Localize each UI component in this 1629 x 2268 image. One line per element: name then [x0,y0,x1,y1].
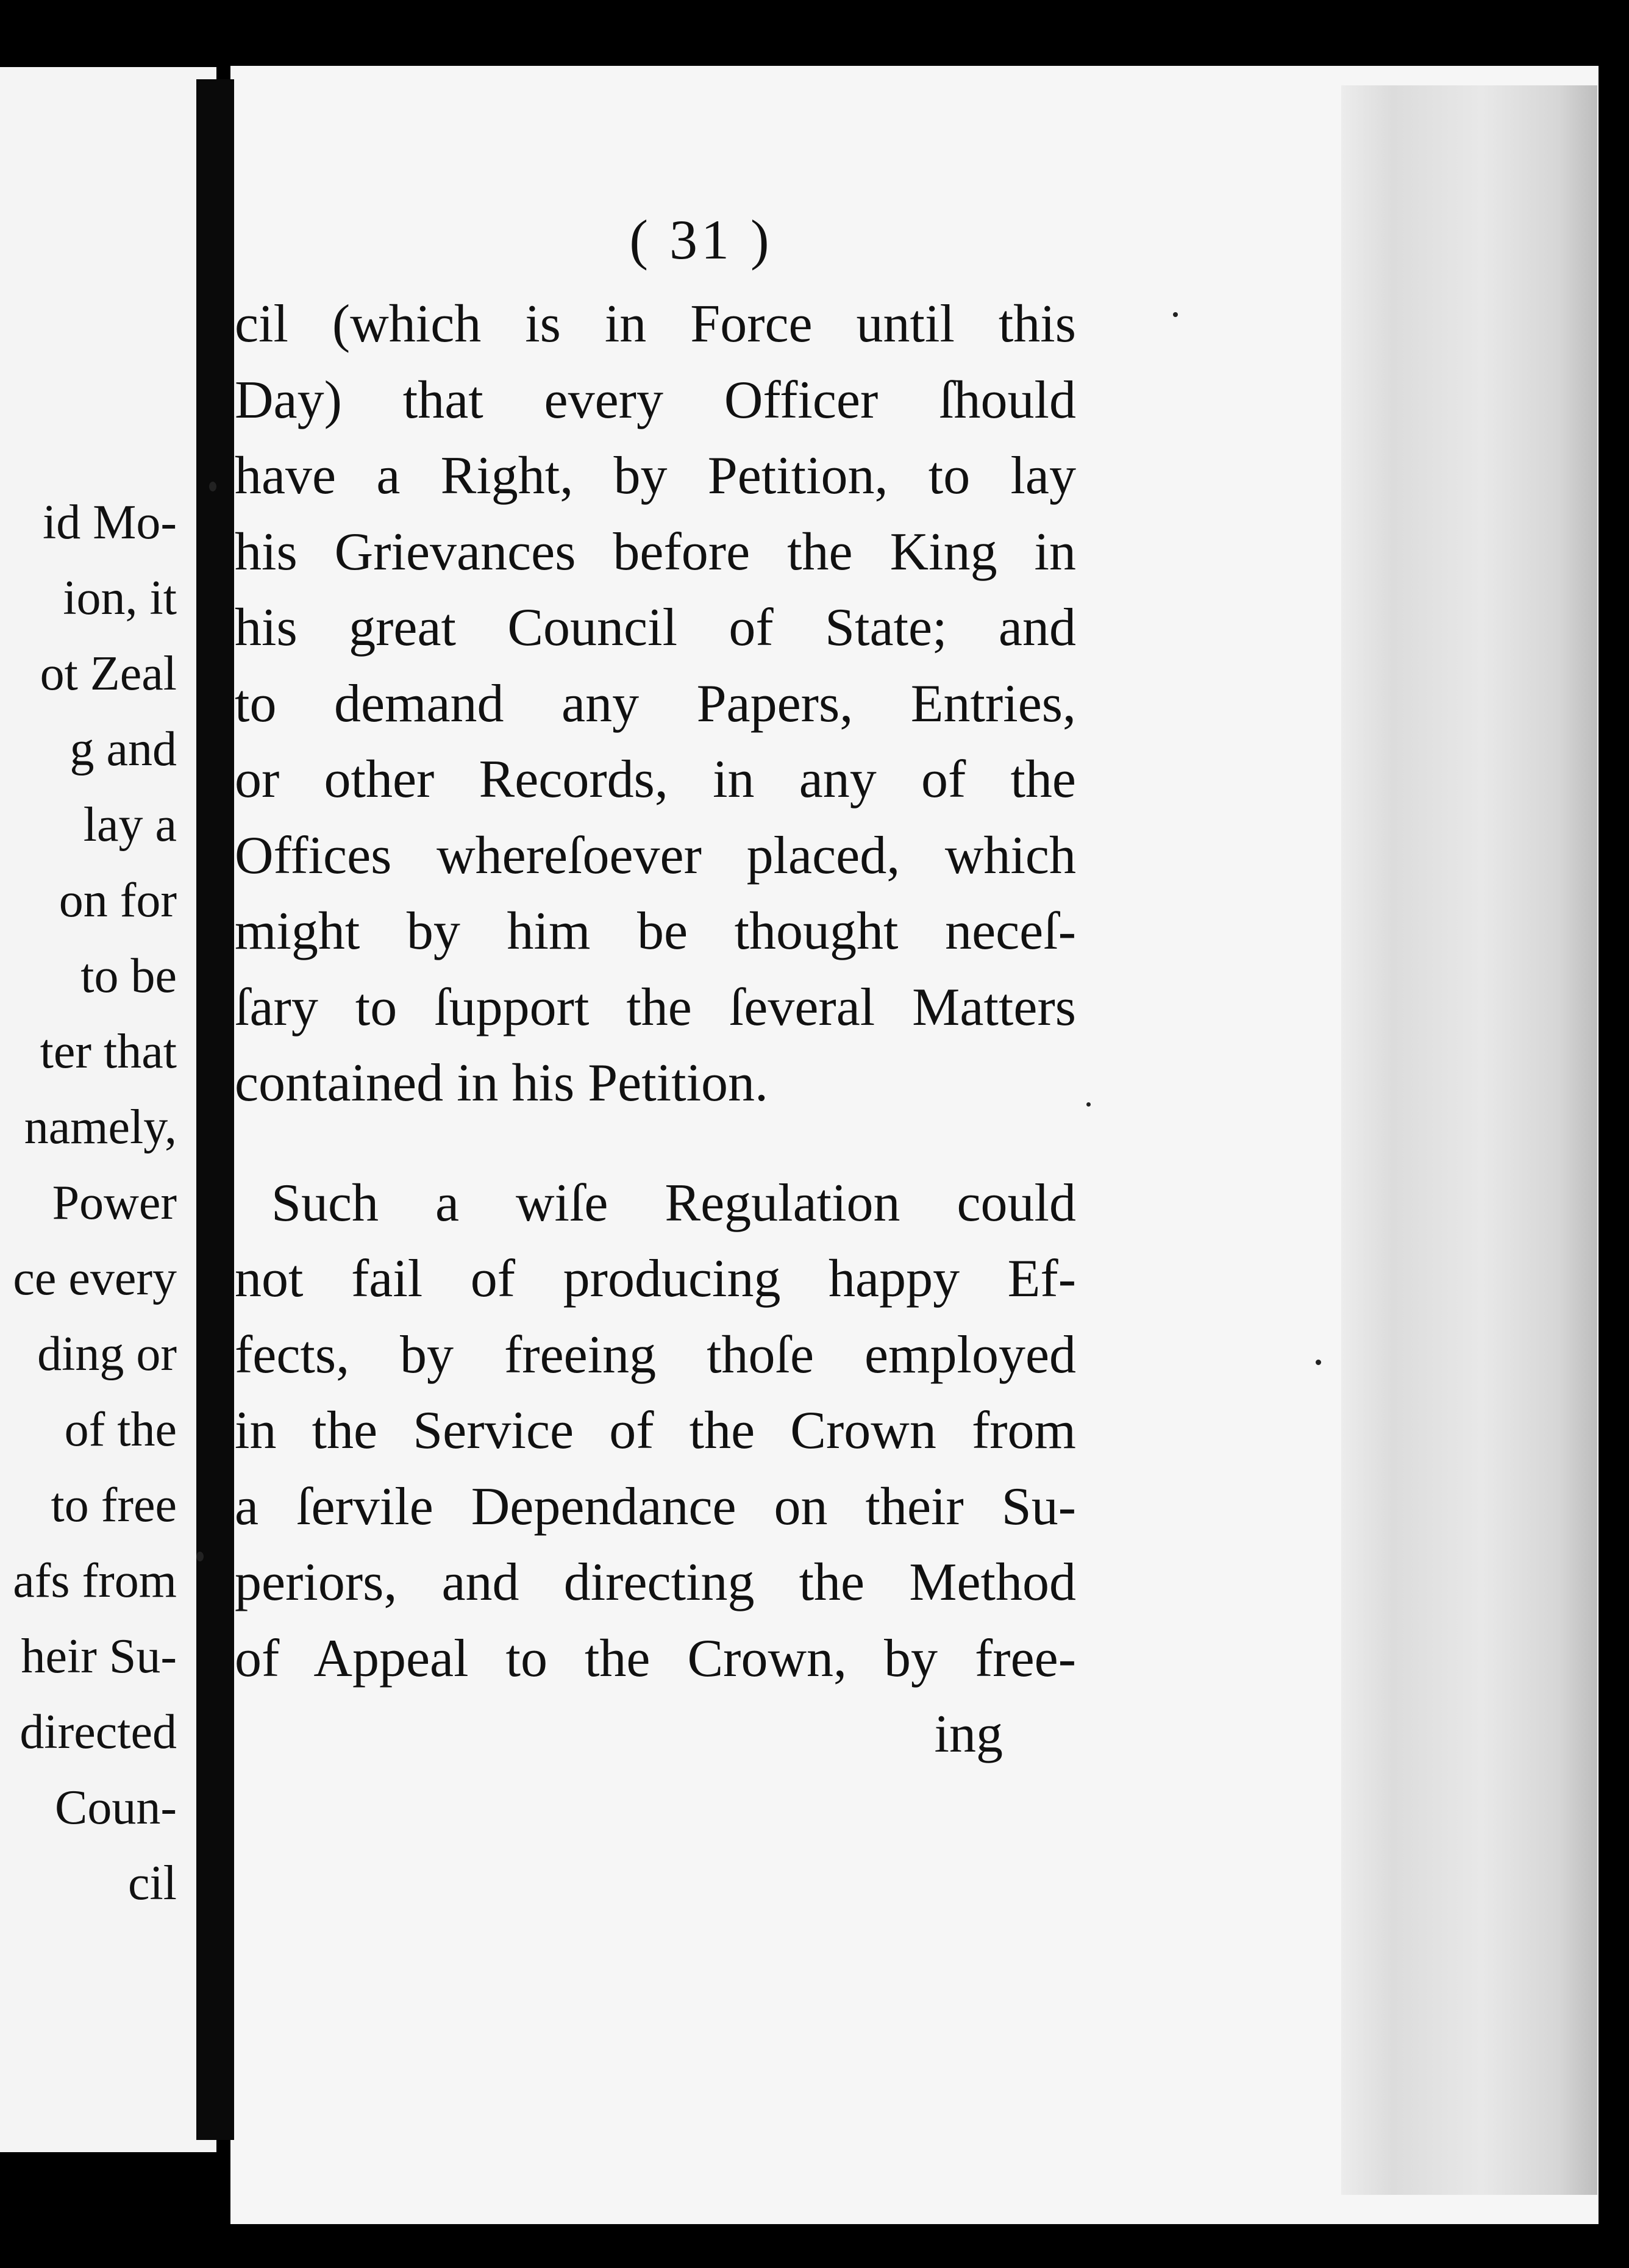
left-line: directed [20,1705,177,1759]
left-line: g and [70,722,177,776]
left-line: ce every [13,1252,177,1305]
left-line: Power [52,1176,177,1230]
text-line: in the Service of the Crown from [235,1401,1076,1460]
left-line: lay a [83,798,177,852]
text-line: to demand any Papers, Entries, [235,674,1076,733]
left-page-text [0,485,177,1921]
body-text [235,287,1076,1772]
left-line: Coun- [55,1781,177,1835]
text-line: periors, and directing the Method [235,1553,1076,1612]
left-line: on for [59,874,177,927]
page-fore-edge [1341,85,1597,2195]
left-line: ot Zeal [40,647,177,701]
text-line: fects, by freeing thoſe employed [235,1325,1076,1385]
text-line: cil (which is in Force until this [235,294,1076,354]
catchword: ing [934,1705,1003,1764]
text-line: contained in his Petition. [235,1054,769,1113]
ink-speck [196,1552,204,1561]
ink-speck [1086,1102,1091,1107]
text-line: or other Records, in any of the [235,750,1076,809]
left-line: heir Su- [21,1630,177,1683]
left-line: to free [51,1478,177,1532]
text-line: have a Right, by Petition, to lay [235,446,1076,505]
text-line: his Grievances before the King in [235,522,1076,582]
text-line: Day) that every Officer ſhould [235,370,1076,430]
left-line: of the [64,1403,177,1457]
text-line: Such a wiſe Regulation could [271,1173,1076,1233]
text-line: Offices whereſoever placed, which [235,826,1076,885]
ink-speck [209,482,216,491]
text-line: might by him be thought neceſ- [235,902,1076,961]
left-line: ion, it [63,571,177,625]
left-line: namely, [24,1100,177,1154]
left-line: to be [80,949,177,1003]
text-line: a ſervile Dependance on their Su- [235,1477,1076,1536]
left-line: ter that [40,1025,177,1079]
text-line: of Appeal to the Crown, by free- [235,1628,1076,1688]
left-line: ding or [37,1327,177,1381]
ink-speck [1173,312,1178,317]
left-line: afs from [13,1554,177,1608]
text-line: not fail of producing happy Ef- [235,1249,1076,1308]
left-line: cil [128,1856,177,1910]
ink-speck [1316,1360,1321,1365]
left-page [0,67,216,2152]
page-number: ( 31 ) [629,209,773,271]
left-line: id Mo- [43,496,177,549]
text-line: his great Council of State; and [235,598,1076,657]
text-line: ſary to ſupport the ſeveral Matters [235,977,1076,1037]
book-gutter [196,79,234,2140]
